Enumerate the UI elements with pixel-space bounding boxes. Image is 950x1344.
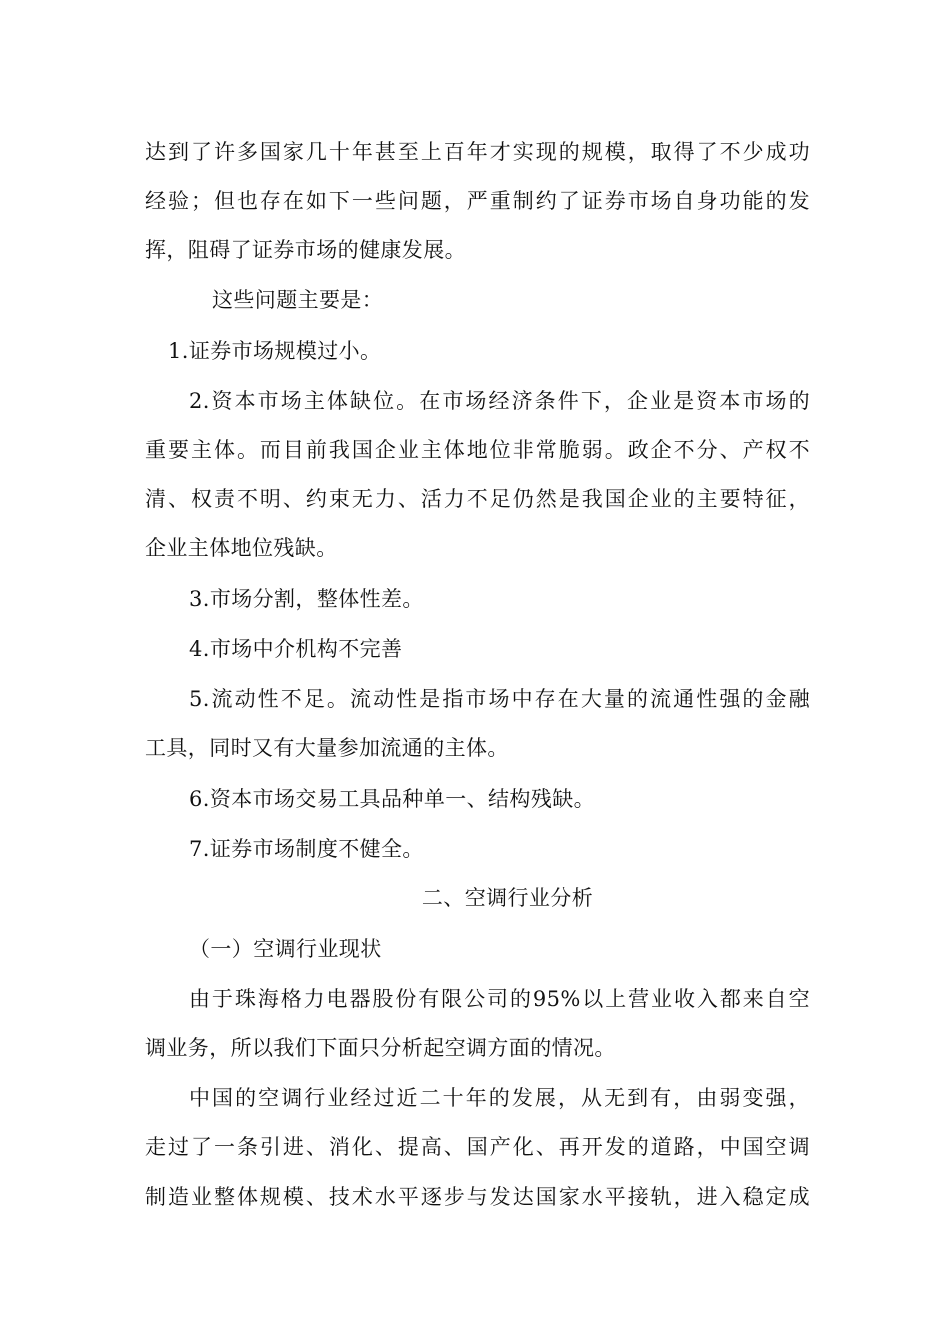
paragraph-line: 经验；但也存在如下一些问题，严重制约了证券市场自身功能的发 bbox=[145, 189, 810, 213]
paragraph-line: 挥，阻碍了证券市场的健康发展。 bbox=[145, 238, 466, 262]
paragraph-line: 由于珠海格力电器股份有限公司的95%以上营业收入都来自空 bbox=[189, 987, 810, 1011]
list-item: 5.流动性不足。流动性是指市场中存在大量的流通性强的金融 bbox=[189, 687, 810, 711]
subsection-heading: （一）空调行业现状 bbox=[189, 937, 382, 961]
paragraph-line: 中国的空调行业经过近二十年的发展，从无到有，由弱变强， bbox=[189, 1086, 810, 1110]
paragraph-line: 重要主体。而目前我国企业主体地位非常脆弱。政企不分、产权不 bbox=[145, 438, 810, 462]
paragraph-line: 调业务，所以我们下面只分析起空调方面的情况。 bbox=[145, 1036, 616, 1060]
list-item: 6.资本市场交易工具品种单一、结构残缺。 bbox=[189, 787, 596, 811]
list-item: 4.市场中介机构不完善 bbox=[189, 637, 403, 661]
paragraph-line: 清、权责不明、约束无力、活力不足仍然是我国企业的主要特征， bbox=[145, 487, 810, 511]
list-item: 1.证券市场规模过小。 bbox=[168, 339, 382, 363]
list-intro: 这些问题主要是： bbox=[212, 288, 384, 312]
list-item: 3.市场分割，整体性差。 bbox=[189, 587, 424, 611]
paragraph-line: 达到了许多国家几十年甚至上百年才实现的规模，取得了不少成功 bbox=[145, 140, 810, 164]
paragraph-line: 工具，同时又有大量参加流通的主体。 bbox=[145, 736, 509, 760]
list-item: 2.资本市场主体缺位。在市场经济条件下，企业是资本市场的 bbox=[189, 389, 810, 413]
paragraph-line: 制造业整体规模、技术水平逐步与发达国家水平接轨，进入稳定成 bbox=[145, 1185, 810, 1209]
paragraph-line: 走过了一条引进、消化、提高、国产化、再开发的道路，中国空调 bbox=[145, 1135, 810, 1159]
section-heading: 二、空调行业分析 bbox=[421, 886, 594, 910]
list-item: 7.证券市场制度不健全。 bbox=[189, 837, 424, 861]
paragraph-line: 企业主体地位残缺。 bbox=[145, 536, 338, 560]
